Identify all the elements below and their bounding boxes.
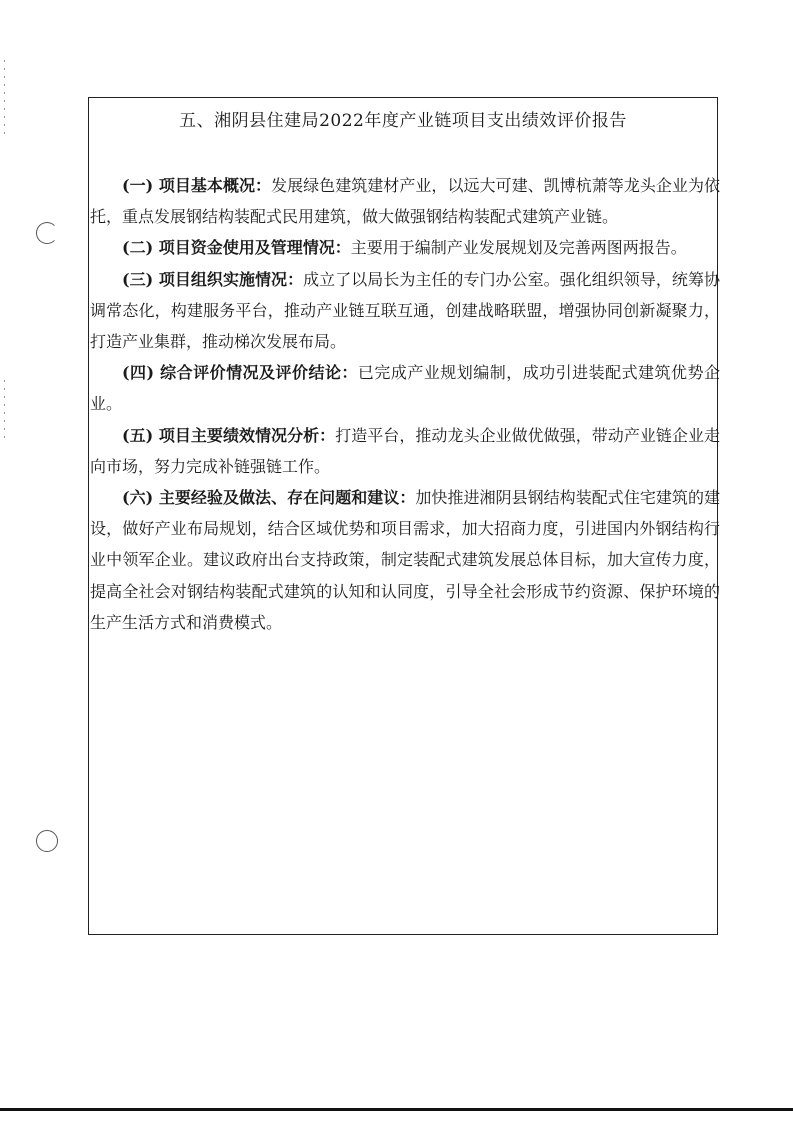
paragraph-text: 主要用于编制产业发展规划及完善两图两报告。	[350, 238, 687, 258]
paragraph-evaluation-conclusion	[90, 357, 720, 419]
paragraph-heading: (四) 综合评价情况及评价结论：	[122, 363, 358, 383]
paragraph-text: 加快推进湘阴县钢结构装配式住宅建筑的建设，做好产业布局规划，结合区域优势和项目需求，加大招商力度，引进国内外钢结构行业中领军企业。建议政府出台支持政策，制定装配式建筑发展总体目标，加大宣传力度，提高全社会对钢结构装配式建筑的认知和认同度，引导全社会形成节约资源、保护环境的生产生活方式和消费模式。	[90, 488, 720, 632]
punch-hole-top-icon	[36, 222, 58, 244]
paragraph-heading: (六) 主要经验及做法、存在问题和建议：	[122, 488, 416, 508]
paragraph-text: 打造平台，推动龙头企业做优做强，带动产业链企业走向市场，努力完成补链强链工作。	[90, 425, 720, 476]
scan-bottom-rule	[0, 1108, 793, 1111]
paragraph-performance-analysis	[90, 420, 720, 482]
scan-edge-mark	[4, 60, 5, 140]
scan-edge-mark	[4, 380, 5, 440]
paragraph-text: 已完成产业规划编制，成功引进装配式建筑优势企业。	[90, 363, 720, 414]
paragraph-experience-suggestions	[90, 482, 720, 638]
paragraph-text: 成立了以局长为主任的专门办公室。强化组织领导，统筹协调常态化，构建服务平台，推动产业链互联互通，创建战略联盟，增强协同创新凝聚力，打造产业集群，推动梯次发展布局。	[90, 269, 720, 352]
document-body	[90, 170, 720, 638]
paragraph-basic-overview	[90, 170, 720, 232]
paragraph-funds-management	[90, 232, 720, 263]
paragraph-heading: (五) 项目主要绩效情况分析：	[122, 425, 336, 445]
paragraph-heading: (二) 项目资金使用及管理情况：	[122, 238, 351, 258]
paragraph-implementation	[90, 264, 720, 358]
document-title: 五、湘阴县住建局2022年度产业链项目支出绩效评价报告	[179, 111, 627, 131]
paragraph-heading: (三) 项目组织实施情况：	[122, 269, 304, 289]
paragraph-text: 发展绿色建筑建材产业，以远大可建、凯博杭萧等龙头企业为依托，重点发展钢结构装配式民用建筑，做大做强钢结构装配式建筑产业链。	[90, 176, 720, 227]
paragraph-heading: (一) 项目基本概况：	[122, 176, 272, 195]
punch-hole-bottom-icon	[36, 830, 58, 852]
